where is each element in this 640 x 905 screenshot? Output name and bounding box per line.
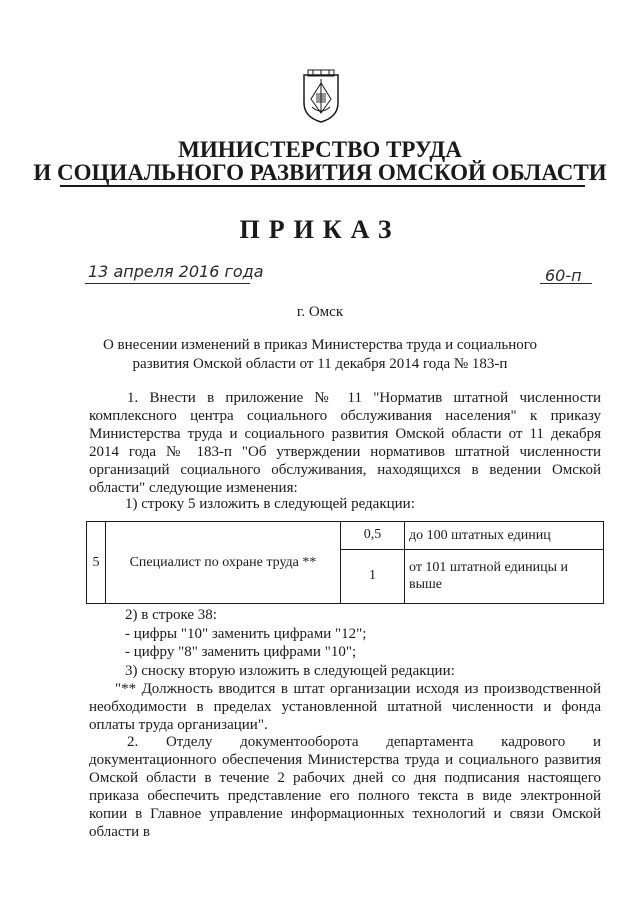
table-cell-row-number: 5 [87,522,106,604]
coat-of-arms-icon [301,69,341,123]
table-row [87,522,604,550]
header-divider [60,185,585,187]
table-cell-position: Специалист по охране труда ** [106,522,341,604]
paragraph-2: 2. Отделу документооборота департамента кадрового и документационного обеспечения Министерства труда и социального развития Омской области в течение 2 рабочих дней со дня подписания настоящего приказа обеспечить представление его полного текста в виде электронной копии в Главное управление информационных технологий и связи Омской области в [89,734,601,840]
date-underline [85,283,250,284]
document-subject: О внесении изменений в приказ Министерства труда и социального развития Омской области от 11 декабря 2014 года № 183-п [102,337,538,372]
city: г. Омск [296,304,344,320]
table-cell-description: от 101 штатной единицы и выше [405,549,604,603]
subitem-3: 3) сноску вторую изложить в следующей редакции: [125,663,455,679]
document-type-title: ПРИКАЗ [239,215,401,244]
handwritten-date: 13 апреля 2016 года [88,262,264,281]
subitem-2: 2) в строке 38: [125,607,217,623]
handwritten-order-number: 60-п [545,266,582,285]
number-underline [540,283,592,284]
table-cell-value: 0,5 [341,522,405,550]
ministry-name-line-2: И СОЦИАЛЬНОГО РАЗВИТИЯ ОМСКОЙ ОБЛАСТИ [33,160,607,185]
table-cell-description: до 100 штатных единиц [405,522,604,550]
subitem-1: 1) строку 5 изложить в следующей редакции: [125,496,415,512]
ministry-name-line-1: МИНИСТЕРСТВО ТРУДА [178,137,462,162]
footnote-text: "** Должность вводится в штат организации исходя из производственной необходимости в пределах установленной штатной численности и фонда оплаты труда организации". [89,681,601,733]
subitem-2-change-b: - цифру "8" заменить цифрами "10"; [125,644,357,660]
table-cell-value: 1 [341,549,405,603]
paragraph-1: 1. Внести в приложение № 11 "Норматив штатной численности комплексного центра социального обслуживания населения" к приказу Министерства труда и социального развития Омской области от 11 декабря 2014 года № 183-п "Об утверждении нормативов штатной численности организаций социального обслуживания, находящихся в ведении Омской области" следующие изменения: [89,390,601,496]
subitem-2-change-a: - цифры "10" заменить цифрами "12"; [125,626,367,642]
staffing-table [86,521,604,604]
